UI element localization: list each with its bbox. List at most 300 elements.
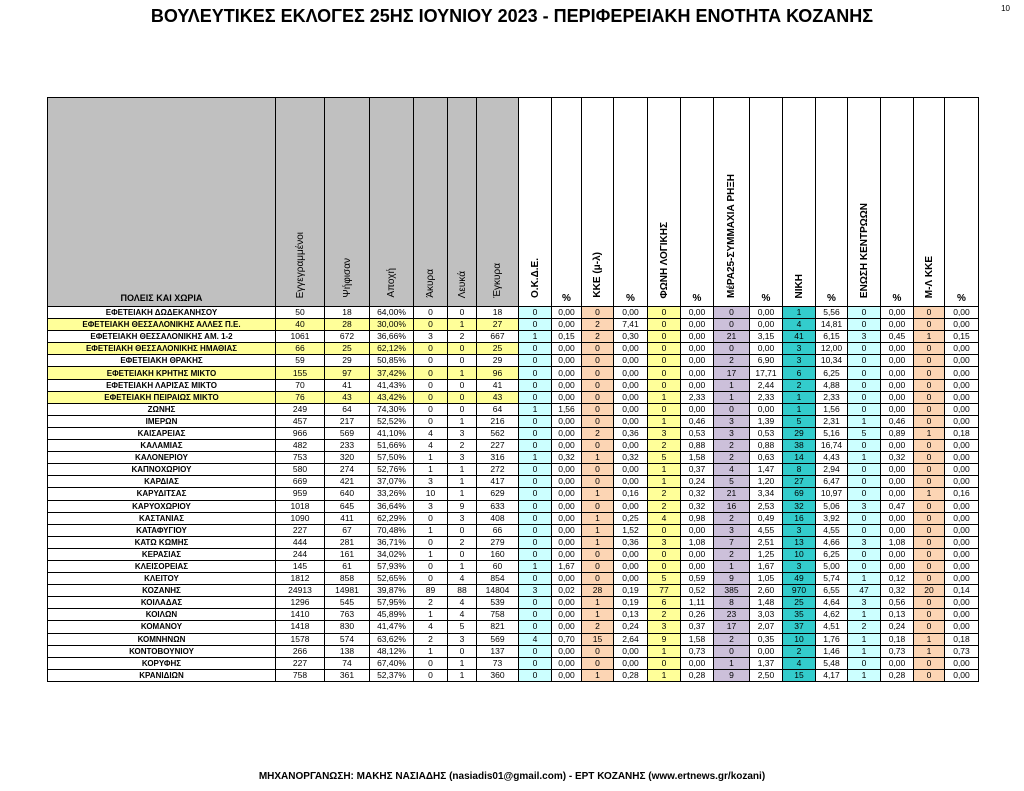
cell-voted: 858: [325, 573, 370, 585]
cell-ml-kke: 0: [914, 440, 945, 452]
cell-mera25: 2: [714, 452, 750, 464]
cell-kke-ml-pct: 2,64: [614, 633, 648, 645]
cell-niki-pct: 6,15: [816, 331, 848, 343]
cell-ml-kke-pct: 0,00: [945, 403, 979, 415]
cell-kke-ml: 1: [582, 536, 614, 548]
cell-enosi: 0: [848, 560, 881, 572]
cell-name: ΚΟΖΑΝΗΣ: [48, 585, 276, 597]
cell-foni-pct: 0,00: [681, 657, 714, 669]
cell-foni: 0: [648, 355, 681, 367]
cell-invalid: 1: [414, 645, 448, 657]
cell-voted: 281: [325, 536, 370, 548]
cell-niki-pct: 4,51: [816, 621, 848, 633]
table-row: [48, 367, 979, 379]
cell-invalid: 0: [414, 415, 448, 427]
cell-invalid: 3: [414, 476, 448, 488]
cell-enosi-pct: 0,47: [881, 500, 914, 512]
cell-ml-kke: 0: [914, 476, 945, 488]
cell-niki: 10: [783, 633, 816, 645]
cell-registered: 59: [276, 355, 325, 367]
table-row: [48, 488, 979, 500]
cell-mera25-pct: 3,03: [750, 609, 783, 621]
cell-abstention: 52,65%: [370, 573, 414, 585]
cell-valid: 25: [477, 343, 519, 355]
cell-invalid: 4: [414, 440, 448, 452]
cell-enosi-pct: 0,00: [881, 476, 914, 488]
cell-abstention: 63,62%: [370, 633, 414, 645]
cell-niki: 6: [783, 367, 816, 379]
cell-blank: 1: [448, 464, 477, 476]
cell-kke-ml: 0: [582, 560, 614, 572]
table-row: [48, 621, 979, 633]
cell-mera25: 1: [714, 379, 750, 391]
cell-voted: 25: [325, 343, 370, 355]
cell-blank: 3: [448, 633, 477, 645]
cell-kke-ml-pct: 0,19: [614, 585, 648, 597]
cell-niki-pct: 4,43: [816, 452, 848, 464]
cell-abstention: 39,87%: [370, 585, 414, 597]
cell-enosi-pct: 0,00: [881, 355, 914, 367]
cell-name: ΚΑΛΑΜΙΑΣ: [48, 440, 276, 452]
cell-foni-pct: 0,52: [681, 585, 714, 597]
cell-mera25-pct: 0,63: [750, 452, 783, 464]
cell-blank: 2: [448, 440, 477, 452]
cell-registered: 1410: [276, 609, 325, 621]
cell-okde-pct: 0,32: [552, 452, 582, 464]
cell-niki: 49: [783, 573, 816, 585]
cell-registered: 753: [276, 452, 325, 464]
cell-okde: 0: [519, 488, 552, 500]
cell-mera25-pct: 0,00: [750, 403, 783, 415]
cell-niki-pct: 3,92: [816, 512, 848, 524]
header-pct-okde: %: [552, 98, 582, 307]
cell-okde-pct: 0,00: [552, 669, 582, 681]
cell-ml-kke-pct: 0,00: [945, 415, 979, 427]
cell-foni-pct: 0,46: [681, 415, 714, 427]
cell-enosi: 0: [848, 476, 881, 488]
cell-okde: 1: [519, 452, 552, 464]
cell-enosi-pct: 0,46: [881, 415, 914, 427]
cell-niki: 5: [783, 415, 816, 427]
cell-registered: 580: [276, 464, 325, 476]
cell-niki-pct: 10,97: [816, 488, 848, 500]
cell-blank: 0: [448, 524, 477, 536]
cell-niki-pct: 5,00: [816, 560, 848, 572]
cell-valid: 821: [477, 621, 519, 633]
page-title: ΒΟΥΛΕΥΤΙΚΕΣ ΕΚΛΟΓΕΣ 25ΗΣ ΙΟΥΝΙΟΥ 2023 - ΠΕΡΙΦΕΡΕΙΑΚΗ ΕΝΟΤΗΤΑ ΚΟΖΑΝΗΣ: [150, 6, 874, 26]
cell-ml-kke: 0: [914, 597, 945, 609]
cell-ml-kke-pct: 0,00: [945, 355, 979, 367]
cell-kke-ml-pct: 0,00: [614, 500, 648, 512]
cell-blank: 0: [448, 548, 477, 560]
cell-niki-pct: 5,74: [816, 573, 848, 585]
cell-abstention: 64,00%: [370, 307, 414, 319]
cell-registered: 1018: [276, 500, 325, 512]
cell-okde-pct: 0,00: [552, 464, 582, 476]
cell-kke-ml-pct: 0,32: [614, 452, 648, 464]
cell-mera25: 4: [714, 464, 750, 476]
cell-mera25: 9: [714, 669, 750, 681]
cell-voted: 14981: [325, 585, 370, 597]
cell-enosi-pct: 0,45: [881, 331, 914, 343]
cell-foni: 77: [648, 585, 681, 597]
cell-foni-pct: 0,24: [681, 476, 714, 488]
cell-name: ΚΛΕΙΣΟΡΕΙΑΣ: [48, 560, 276, 572]
cell-ml-kke: 0: [914, 657, 945, 669]
cell-enosi-pct: 0,73: [881, 645, 914, 657]
cell-enosi: 3: [848, 536, 881, 548]
cell-mera25: 0: [714, 403, 750, 415]
cell-foni: 4: [648, 512, 681, 524]
header-party-foni-label: ΦΩΝΗ ΛΟΓΙΚΗΣ: [658, 221, 670, 298]
cell-foni-pct: 1,11: [681, 597, 714, 609]
cell-kke-ml: 28: [582, 585, 614, 597]
cell-enosi-pct: 0,24: [881, 621, 914, 633]
header-pct-enosi: %: [881, 98, 914, 307]
cell-niki: 38: [783, 440, 816, 452]
cell-okde-pct: 1,67: [552, 560, 582, 572]
cell-niki: 15: [783, 669, 816, 681]
cell-blank: 0: [448, 645, 477, 657]
cell-okde-pct: 0,00: [552, 319, 582, 331]
cell-voted: 97: [325, 367, 370, 379]
table-row: [48, 609, 979, 621]
cell-kke-ml: 0: [582, 415, 614, 427]
cell-invalid: 0: [414, 367, 448, 379]
cell-niki-pct: 10,34: [816, 355, 848, 367]
cell-kke-ml: 1: [582, 669, 614, 681]
cell-foni: 0: [648, 657, 681, 669]
cell-abstention: 41,10%: [370, 427, 414, 439]
cell-mera25-pct: 0,35: [750, 633, 783, 645]
cell-kke-ml: 1: [582, 609, 614, 621]
cell-foni-pct: 1,08: [681, 536, 714, 548]
cell-niki: 37: [783, 621, 816, 633]
header-party-ml-kke: [914, 98, 945, 307]
cell-foni: 1: [648, 391, 681, 403]
cell-valid: 41: [477, 379, 519, 391]
cell-invalid: 0: [414, 657, 448, 669]
cell-abstention: 37,07%: [370, 476, 414, 488]
cell-registered: 959: [276, 488, 325, 500]
cell-foni: 6: [648, 597, 681, 609]
cell-foni: 0: [648, 319, 681, 331]
cell-okde: 4: [519, 633, 552, 645]
cell-ml-kke-pct: 0,00: [945, 573, 979, 585]
cell-mera25: 3: [714, 427, 750, 439]
cell-abstention: 62,29%: [370, 512, 414, 524]
cell-ml-kke-pct: 0,00: [945, 476, 979, 488]
cell-voted: 274: [325, 464, 370, 476]
cell-voted: 233: [325, 440, 370, 452]
cell-invalid: 0: [414, 403, 448, 415]
header-party-kke-ml: [582, 98, 614, 307]
cell-mera25-pct: 0,00: [750, 343, 783, 355]
cell-niki: 970: [783, 585, 816, 597]
cell-foni: 0: [648, 343, 681, 355]
cell-ml-kke: 0: [914, 573, 945, 585]
cell-ml-kke-pct: 0,16: [945, 488, 979, 500]
cell-niki: 2: [783, 645, 816, 657]
cell-abstention: 36,71%: [370, 536, 414, 548]
cell-niki-pct: 5,48: [816, 657, 848, 669]
cell-kke-ml: 15: [582, 633, 614, 645]
table-row: [48, 560, 979, 572]
cell-invalid: 3: [414, 500, 448, 512]
cell-foni: 5: [648, 452, 681, 464]
cell-kke-ml-pct: 0,16: [614, 488, 648, 500]
cell-invalid: 0: [414, 391, 448, 403]
cell-foni: 3: [648, 536, 681, 548]
header-cities: ΠΟΛΕΙΣ ΚΑΙ ΧΩΡΙΑ: [48, 98, 276, 307]
cell-abstention: 52,76%: [370, 464, 414, 476]
cell-okde-pct: 1,56: [552, 403, 582, 415]
cell-name: ΚΡΑΝΙΔΙΩΝ: [48, 669, 276, 681]
cell-kke-ml: 0: [582, 657, 614, 669]
header-valid: [477, 98, 519, 307]
cell-foni: 1: [648, 645, 681, 657]
cell-ml-kke: 1: [914, 427, 945, 439]
cell-foni: 0: [648, 560, 681, 572]
cell-ml-kke-pct: 0,00: [945, 536, 979, 548]
cell-niki-pct: 5,16: [816, 427, 848, 439]
cell-niki: 16: [783, 512, 816, 524]
cell-ml-kke: 20: [914, 585, 945, 597]
cell-foni: 0: [648, 331, 681, 343]
cell-foni-pct: 0,00: [681, 548, 714, 560]
cell-ml-kke-pct: 0,00: [945, 657, 979, 669]
cell-mera25-pct: 17,71: [750, 367, 783, 379]
cell-enosi: 1: [848, 645, 881, 657]
cell-mera25: 2: [714, 548, 750, 560]
cell-okde: 0: [519, 645, 552, 657]
table-row: [48, 464, 979, 476]
cell-kke-ml-pct: 1,52: [614, 524, 648, 536]
cell-foni-pct: 0,32: [681, 500, 714, 512]
cell-name: ΚΑΤΩ ΚΩΜΗΣ: [48, 536, 276, 548]
cell-okde: 0: [519, 427, 552, 439]
cell-ml-kke-pct: 0,00: [945, 621, 979, 633]
cell-registered: 155: [276, 367, 325, 379]
cell-registered: 1296: [276, 597, 325, 609]
cell-valid: 417: [477, 476, 519, 488]
cell-enosi: 1: [848, 415, 881, 427]
cell-ml-kke: 0: [914, 343, 945, 355]
cell-ml-kke-pct: 0,00: [945, 548, 979, 560]
cell-registered: 24913: [276, 585, 325, 597]
cell-ml-kke: 0: [914, 512, 945, 524]
header-abstention: [370, 98, 414, 307]
cell-voted: 545: [325, 597, 370, 609]
cell-mera25-pct: 0,00: [750, 307, 783, 319]
cell-niki-pct: 2,31: [816, 415, 848, 427]
cell-blank: 2: [448, 331, 477, 343]
cell-voted: 217: [325, 415, 370, 427]
cell-blank: 9: [448, 500, 477, 512]
cell-kke-ml: 1: [582, 597, 614, 609]
cell-foni: 2: [648, 609, 681, 621]
cell-okde: 0: [519, 476, 552, 488]
cell-registered: 1061: [276, 331, 325, 343]
cell-valid: 137: [477, 645, 519, 657]
cell-voted: 574: [325, 633, 370, 645]
cell-okde: 0: [519, 524, 552, 536]
cell-invalid: 89: [414, 585, 448, 597]
cell-foni-pct: 0,00: [681, 560, 714, 572]
cell-name: ΚΑΛΟΝΕΡΙΟΥ: [48, 452, 276, 464]
table-row: [48, 440, 979, 452]
header-party-ml-kke-label: Μ-Λ ΚΚΕ: [923, 255, 935, 298]
cell-name: ΖΩΝΗΣ: [48, 403, 276, 415]
cell-mera25-pct: 1,48: [750, 597, 783, 609]
header-valid-label: Έγκυρα: [492, 263, 503, 298]
page-number: 10: [1001, 4, 1010, 13]
cell-okde: 0: [519, 415, 552, 427]
cell-enosi: 0: [848, 464, 881, 476]
cell-niki-pct: 2,33: [816, 391, 848, 403]
header-pct-foni: %: [681, 98, 714, 307]
cell-ml-kke-pct: 0,00: [945, 500, 979, 512]
cell-niki: 69: [783, 488, 816, 500]
cell-invalid: 0: [414, 536, 448, 548]
cell-niki-pct: 6,55: [816, 585, 848, 597]
table-row: [48, 307, 979, 319]
cell-name: ΚΑΤΑΦΥΓΙΟΥ: [48, 524, 276, 536]
cell-foni-pct: 0,98: [681, 512, 714, 524]
cell-name: ΕΦΕΤΕΙΑΚΗ ΘΕΣΣΑΛΟΝΙΚΗΣ ΑΛΛΕΣ Π.Ε.: [48, 319, 276, 331]
cell-abstention: 67,40%: [370, 657, 414, 669]
cell-registered: 457: [276, 415, 325, 427]
cell-name: ΚΟΙΛΩΝ: [48, 609, 276, 621]
cell-blank: 1: [448, 669, 477, 681]
cell-name: ΚΑΠΝΟΧΩΡΙΟΥ: [48, 464, 276, 476]
cell-ml-kke-pct: 0,14: [945, 585, 979, 597]
cell-foni-pct: 0,00: [681, 403, 714, 415]
cell-enosi-pct: 0,00: [881, 367, 914, 379]
cell-registered: 145: [276, 560, 325, 572]
cell-enosi: 0: [848, 548, 881, 560]
cell-name: ΚΕΡΑΣΙΑΣ: [48, 548, 276, 560]
cell-valid: 14804: [477, 585, 519, 597]
cell-enosi: 1: [848, 573, 881, 585]
cell-valid: 633: [477, 500, 519, 512]
cell-ml-kke-pct: 0,15: [945, 331, 979, 343]
cell-mera25: 5: [714, 476, 750, 488]
cell-okde-pct: 0,00: [552, 512, 582, 524]
table-row: [48, 427, 979, 439]
cell-ml-kke-pct: 0,00: [945, 464, 979, 476]
cell-okde: 0: [519, 573, 552, 585]
cell-invalid: 2: [414, 597, 448, 609]
cell-mera25-pct: 3,15: [750, 331, 783, 343]
cell-enosi: 0: [848, 524, 881, 536]
cell-name: ΚΟΙΛΑΔΑΣ: [48, 597, 276, 609]
cell-invalid: 1: [414, 464, 448, 476]
cell-name: ΚΟΜΑΝΟΥ: [48, 621, 276, 633]
cell-mera25: 3: [714, 415, 750, 427]
cell-blank: 2: [448, 536, 477, 548]
cell-niki: 32: [783, 500, 816, 512]
cell-blank: 0: [448, 343, 477, 355]
cell-abstention: 37,42%: [370, 367, 414, 379]
cell-blank: 0: [448, 355, 477, 367]
cell-kke-ml-pct: 7,41: [614, 319, 648, 331]
cell-kke-ml-pct: 0,00: [614, 307, 648, 319]
cell-okde: 0: [519, 500, 552, 512]
cell-registered: 482: [276, 440, 325, 452]
cell-foni-pct: 0,00: [681, 307, 714, 319]
cell-ml-kke: 0: [914, 548, 945, 560]
table-row: [48, 379, 979, 391]
cell-mera25-pct: 0,00: [750, 645, 783, 657]
cell-okde-pct: 0,00: [552, 427, 582, 439]
cell-foni-pct: 0,32: [681, 488, 714, 500]
cell-mera25: 1: [714, 657, 750, 669]
cell-kke-ml-pct: 0,00: [614, 379, 648, 391]
cell-mera25-pct: 2,33: [750, 391, 783, 403]
header-party-okde-label: Ο.Κ.Δ.Ε.: [529, 258, 541, 298]
cell-okde: 0: [519, 367, 552, 379]
cell-foni: 0: [648, 367, 681, 379]
cell-name: ΚΑΡΥΔΙΤΣΑΣ: [48, 488, 276, 500]
cell-enosi-pct: 0,13: [881, 609, 914, 621]
cell-mera25-pct: 1,20: [750, 476, 783, 488]
cell-okde-pct: 0,00: [552, 573, 582, 585]
table-row: [48, 548, 979, 560]
cell-okde-pct: 0,00: [552, 367, 582, 379]
header-invalid: [414, 98, 448, 307]
cell-okde: 0: [519, 343, 552, 355]
cell-niki: 4: [783, 319, 816, 331]
cell-okde-pct: 0,00: [552, 415, 582, 427]
cell-voted: 830: [325, 621, 370, 633]
cell-invalid: 1: [414, 524, 448, 536]
cell-enosi: 2: [848, 621, 881, 633]
cell-enosi-pct: 0,00: [881, 307, 914, 319]
header-registered-label: Εγγεγραμμένοι: [294, 231, 306, 298]
cell-voted: 41: [325, 379, 370, 391]
table-row: [48, 391, 979, 403]
cell-foni: 9: [648, 633, 681, 645]
cell-registered: 1812: [276, 573, 325, 585]
cell-mera25-pct: 2,50: [750, 669, 783, 681]
cell-foni-pct: 0,00: [681, 343, 714, 355]
cell-foni-pct: 0,28: [681, 669, 714, 681]
cell-niki-pct: 5,06: [816, 500, 848, 512]
cell-niki-pct: 1,76: [816, 633, 848, 645]
cell-okde: 0: [519, 548, 552, 560]
cell-name: ΕΦΕΤΕΙΑΚΗ ΘΕΣΣΑΛΟΝΙΚΗΣ ΗΜΑΘΙΑΣ: [48, 343, 276, 355]
cell-ml-kke: 0: [914, 452, 945, 464]
cell-foni-pct: 0,26: [681, 609, 714, 621]
results-body: [48, 307, 979, 682]
cell-okde-pct: 0,00: [552, 307, 582, 319]
cell-ml-kke: 1: [914, 331, 945, 343]
cell-mera25-pct: 1,67: [750, 560, 783, 572]
cell-blank: 1: [448, 319, 477, 331]
cell-ml-kke-pct: 0,00: [945, 319, 979, 331]
header-row: [48, 98, 979, 307]
cell-kke-ml: 1: [582, 524, 614, 536]
cell-mera25: 385: [714, 585, 750, 597]
cell-mera25: 0: [714, 319, 750, 331]
cell-enosi-pct: 0,00: [881, 548, 914, 560]
cell-okde: 0: [519, 391, 552, 403]
cell-ml-kke: 0: [914, 669, 945, 681]
cell-mera25-pct: 1,39: [750, 415, 783, 427]
header-invalid-label: Άκυρα: [425, 269, 436, 298]
cell-mera25: 16: [714, 500, 750, 512]
